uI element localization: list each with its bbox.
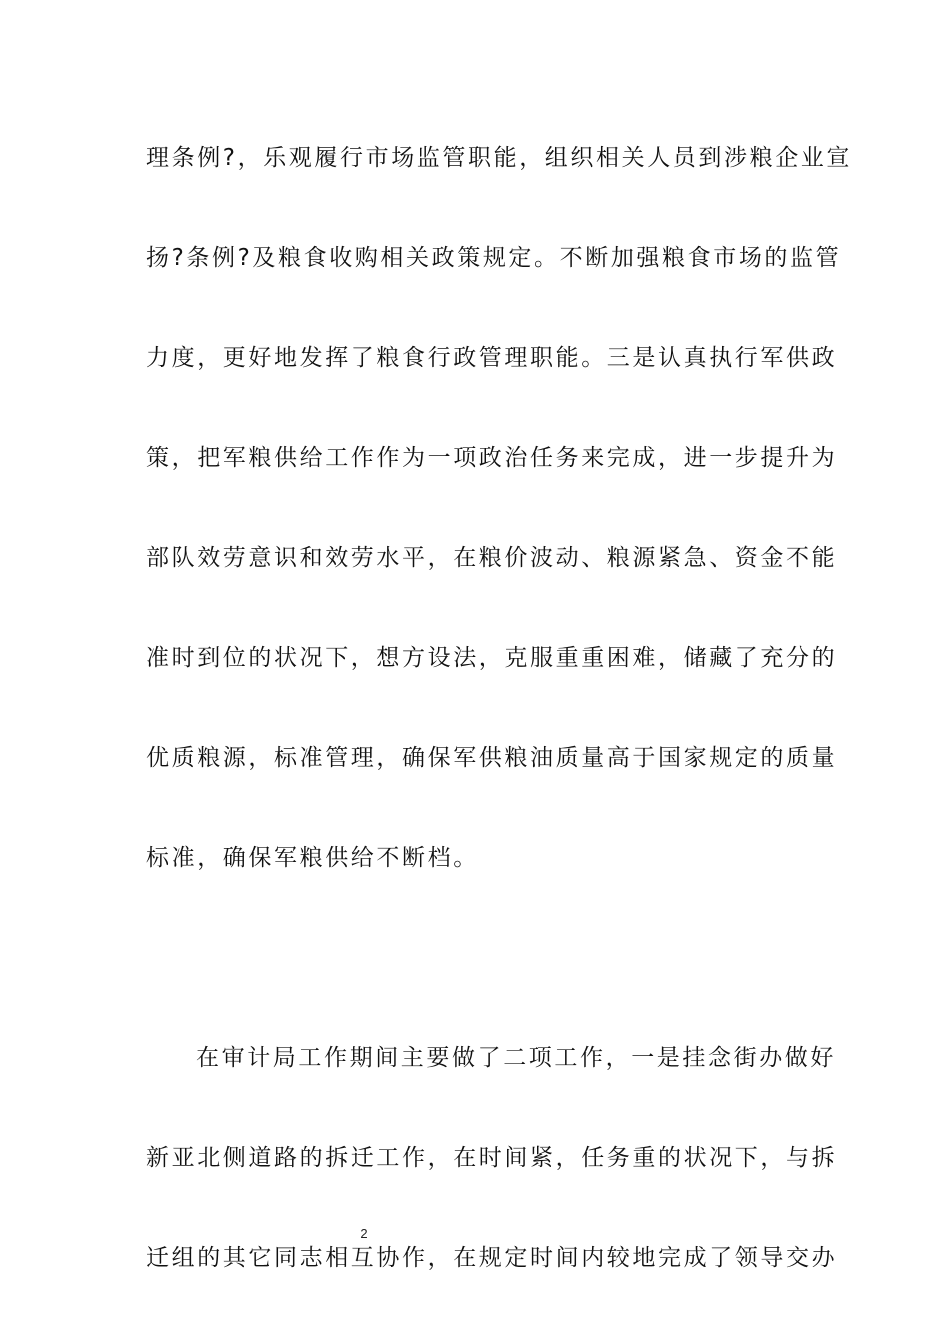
paragraph-line: 优质粮源，标准管理，确保军供粮油质量高于国家规定的质量 [146, 745, 838, 771]
paragraph-line: 标准，确保军粮供给不断档。 [146, 845, 479, 871]
paragraph-line: 力度，更好地发挥了粮食行政管理职能。三是认真执行军供政 [146, 345, 838, 371]
body-text [146, 120, 853, 1320]
paragraph-line: 准时到位的状况下，想方设法，克服重重困难，储藏了充分的 [146, 645, 838, 671]
page-number: 2 [360, 1226, 368, 1241]
paragraph-line: 策，把军粮供给工作作为一项政治任务来完成，进一步提升为 [146, 445, 838, 471]
paragraph-line: 部队效劳意识和效劳水平，在粮价波动、粮源紧急、资金不能 [146, 545, 838, 571]
paragraph-line: 新亚北侧道路的拆迁工作，在时间紧，任务重的状况下，与拆 [146, 1145, 838, 1171]
paragraph-line: 扬?条例?及粮食收购相关政策规定。不断加强粮食市场的监管 [146, 245, 842, 271]
paragraph-line: 在审计局工作期间主要做了二项工作，一是挂念街办做好 [196, 1045, 836, 1071]
paragraph-line: 迁组的其它同志相互协作，在规定时间内较地完成了领导交办 [146, 1245, 838, 1271]
paragraph-gap [146, 920, 806, 1020]
paragraph-line: 理条例?，乐观履行市场监管职能，组织相关人员到涉粮企业宣 [146, 145, 853, 171]
